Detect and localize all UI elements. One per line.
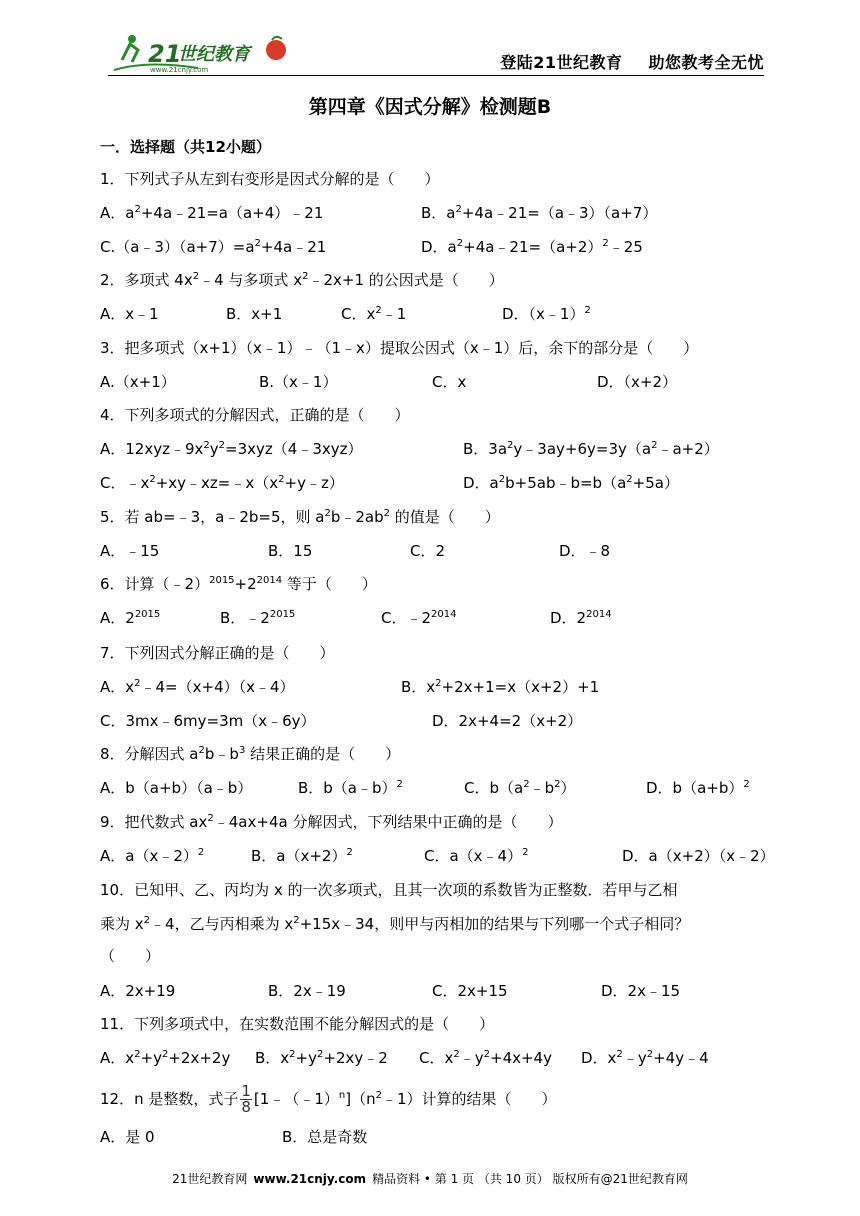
q6-option-d: D．$2^{2014}$ (550, 609, 612, 627)
section-heading: 一．选择题（共12小题） (100, 138, 271, 156)
svg-text:世纪教育: 世纪教育 (178, 44, 250, 65)
q4-option-c: C．$﹣x^2+xy﹣xz=﹣x(x^2+y﹣z)$ (100, 474, 344, 492)
page-title: 第四章《因式分解》检测题B (308, 96, 552, 118)
q2-option-b: B．x+1 (226, 305, 283, 323)
question-5: 5．若 ab=﹣3，a﹣2b=5，则 $a^2b﹣2ab^2$ 的值是（ ） (100, 508, 500, 526)
question-6: 6．计算$(﹣2)^{2015}+2^{2014}$ 等于（ ） (100, 575, 377, 593)
question-4: 4．下列多项式的分解因式，正确的是（ ） (100, 406, 410, 424)
q7-option-c: C．3mx﹣6my=3m（x﹣6y） (100, 712, 316, 730)
q11-option-d: D．$x^2﹣y^2+4y﹣4$ (581, 1049, 709, 1067)
q2-option-d: D．（x﹣1）$^2$ (502, 305, 591, 323)
question-7: 7．下列因式分解正确的是（ ） (100, 644, 335, 662)
question-3: 3．把多项式（x+1）（x﹣1）﹣（1﹣x）提取公因式（x﹣1）后，余下的部分是（ ） (100, 339, 699, 357)
q1-option-d: D．$a^2+4a﹣21=(a+2)^2﹣25$ (421, 238, 643, 256)
q3-option-d: D．（x+2） (597, 373, 678, 391)
question-11: 11．下列多项式中，在实数范围不能分解因式的是（ ） (100, 1015, 495, 1033)
q12-option-a: A．是 0 (100, 1128, 155, 1146)
q1-option-b: B．$a^2+4a﹣21=(a﹣3)(a+7)$ (421, 204, 658, 222)
q5-option-a: A．﹣15 (100, 542, 160, 560)
question-9: 9．把代数式 $ax^2﹣4ax+4a$ 分解因式，下列结果中正确的是（ ） (100, 813, 563, 831)
q8-option-b: B．b（a﹣b）$^2$ (298, 779, 403, 797)
q1-option-a: A．$a^2+4a﹣21=a(a+4)﹣21$ (100, 204, 324, 222)
page-footer: 21世纪教育网 www.21cnjy.com 精品资料 • 第 1 页 （共 10 页） 版权所有@21世纪教育网 (172, 1172, 688, 1186)
page-header (108, 30, 764, 78)
q10-option-a: A．2x+19 (100, 982, 176, 1000)
q6-option-a: A．$2^{2015}$ (100, 609, 161, 627)
q7-option-a: A．$x^2﹣4=(x+4)(x﹣4)$ (100, 678, 295, 696)
svg-text:21: 21 (148, 40, 182, 68)
q10-option-b: B．2x﹣19 (268, 982, 346, 1000)
fraction-one-eighth: $\frac{1}{8}$ (241, 1082, 251, 1116)
svg-text:www.21cnjy.com: www.21cnjy.com (150, 66, 209, 74)
q10-option-c: C．2x+15 (432, 982, 508, 1000)
q3-option-b: B.（x﹣1） (259, 373, 338, 391)
q9-option-c: C．a（x﹣4）$^2$ (424, 847, 529, 865)
question-10-line-2: 乘为 $x^2﹣4$，乙与丙相乘为 $x^2+15x﹣34$，则甲与丙相加的结果与下列哪一个式子相同？ (100, 915, 690, 933)
q12-option-b: B．总是奇数 (282, 1128, 368, 1146)
header-slogan: 登陆21世纪教育 助您教考全无忧 (500, 53, 764, 72)
question-10-line-3: （ ） (100, 947, 161, 965)
q9-option-d: D．a（x+2）（x﹣2） (622, 847, 775, 865)
q11-option-a: A．$x^2+y^2+2x+2y$ (100, 1049, 231, 1067)
logo-21cnjy (108, 30, 298, 74)
q3-option-a: A.（x+1） (100, 373, 176, 391)
q7-option-b: B．$x^2+2x+1=x(x+2)+1$ (401, 678, 600, 696)
q11-option-c: C．$x^2﹣y^2+4x+4y$ (419, 1049, 552, 1067)
question-8: 8．分解因式 $a^2b﹣b^3$ 结果正确的是（ ） (100, 745, 401, 763)
q5-option-c: C．2 (410, 542, 446, 560)
q9-option-a: A．a（x﹣2）$^2$ (100, 847, 205, 865)
q8-option-d: D．$b(a+b)^2$ (646, 779, 750, 797)
q2-option-a: A．x﹣1 (100, 305, 159, 323)
q4-option-d: D．$a^2b+5ab﹣b=b(a^2+5a)$ (463, 474, 679, 492)
q9-option-b: B．$a(x+2)^2$ (251, 847, 353, 865)
question-1: 1．下列式子从左到右变形是因式分解的是（ ） (100, 170, 440, 188)
q1-option-c: $C.(a﹣3)(a+7)=a^2+4a﹣21$ (100, 238, 327, 256)
q4-option-a: A．$12xyz﹣9x^2y^2=3xyz(4﹣3xyz)$ (100, 440, 363, 458)
q8-option-c: C．$b(a^2﹣b^2)$ (464, 779, 576, 797)
q2-option-c: C．$x^2﹣1$ (341, 305, 407, 323)
q4-option-b: B．$3a^2y﹣3ay+6y=3y(a^2﹣a+2)$ (463, 440, 719, 458)
q10-option-d: D．2x﹣15 (601, 982, 681, 1000)
question-10-line-1: 10．已知甲、乙、丙均为 x 的一次多项式，且其一次项的系数皆为正整数．若甲与乙相 (100, 881, 678, 899)
footer-site-link[interactable]: www.21cnjy.com (253, 1172, 367, 1186)
q5-option-d: D．﹣8 (559, 542, 611, 560)
header-rule (108, 75, 764, 76)
q6-option-b: B．$﹣2^{2015}$ (220, 609, 296, 627)
question-2: 2．多项式 $4x^2﹣4$ 与多项式 $x^2﹣2x+1$ 的公因式是（ ） (100, 271, 504, 289)
q7-option-d: D．2x+4=2（x+2） (432, 712, 583, 730)
q11-option-b: B．$x^2+y^2+2xy﹣2$ (255, 1049, 388, 1067)
q5-option-b: B．15 (268, 542, 313, 560)
q6-option-c: C．$﹣2^{2014}$ (381, 609, 457, 627)
q3-option-c: C．x (432, 373, 467, 391)
q8-option-a: A．b（a+b）（a﹣b） (100, 779, 253, 797)
question-12: 12．n 是整数，式子 $\frac{1}{8}$ $[1﹣(﹣1)^n](n^2﹣1)$计算的结果（ ） (100, 1082, 557, 1116)
